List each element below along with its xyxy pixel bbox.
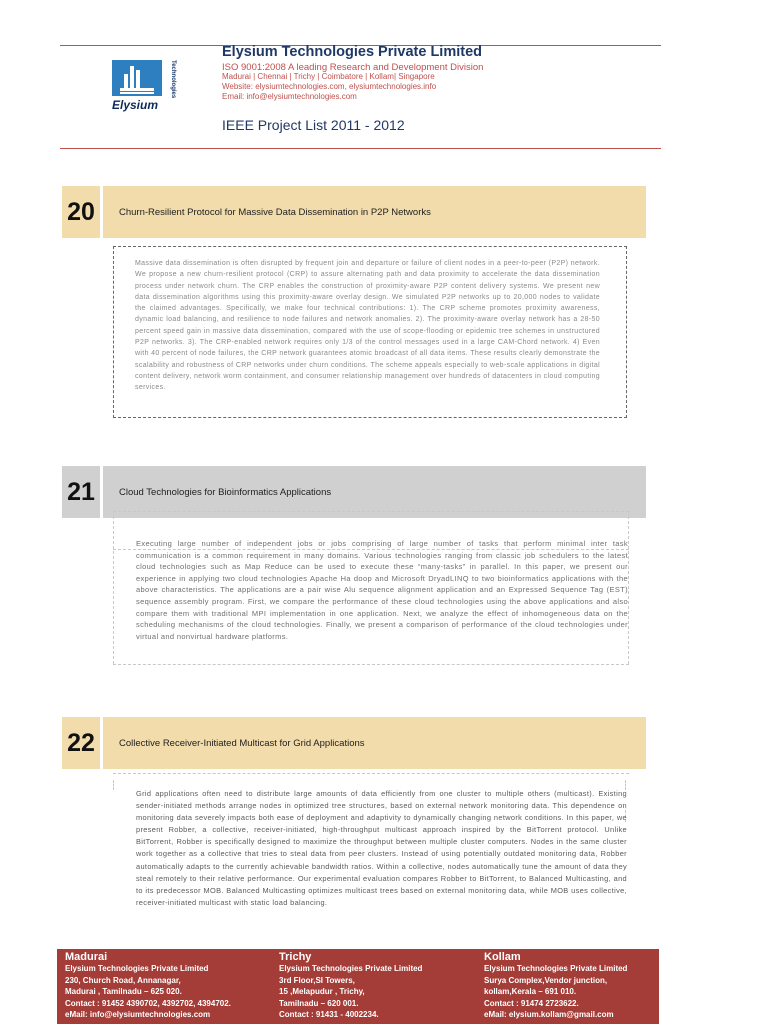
divider [113,780,114,790]
website-line[interactable]: Website: elysiumtechnologies.com, elysiumtechnologies.info [222,82,437,91]
footer-contact: Contact : 91474 2723622. [484,998,579,1008]
project-title-bar [103,717,646,769]
footer-city: Kollam [484,951,521,963]
iso-line: ISO 9001:2008 A leading Research and Development Division [222,62,484,73]
footer-contact: Contact : 91431 - 4002234. [279,1010,379,1019]
email-line[interactable]: Email: info@elysiumtechnologies.com [222,92,357,101]
divider [628,511,629,664]
divider [113,511,114,664]
company-logo [112,60,176,112]
footer-address: Tamilnadu – 620 001. [279,998,359,1008]
footer-address: 3rd Floor,SI Towers, [279,975,355,985]
footer-email[interactable]: eMail: info@elysiumtechnologies.com [65,1010,211,1019]
project-title: Cloud Technologies for Bioinformatics Applications [119,486,332,498]
footer-trichy [279,951,422,1021]
page-title: IEEE Project List 2011 - 2012 [222,117,405,133]
divider [113,511,629,512]
footer-madurai [65,951,231,1021]
project-title: Collective Receiver-Initiated Multicast for Grid Applications [119,737,365,749]
footer-address: kollam,Kerala – 691 010. [484,987,577,996]
cities-line: Madurai | Chennai | Trichy | Coimbatore | Kollam| Singapore [222,72,435,81]
footer-city: Madurai [65,951,108,963]
footer-address: 15 ,Melapudur , Trichy, [279,987,365,996]
company-name: Elysium Technologies Private Limited [222,44,482,60]
divider [113,773,629,774]
footer-company: Elysium Technologies Private Limited [279,964,423,973]
project-title-bar [103,186,646,238]
footer-company: Elysium Technologies Private Limited [65,964,209,973]
project-title: Churn-Resilient Protocol for Massive Data Dissemination in P2P Networks [119,206,431,218]
project-number: 20 [62,186,100,238]
footer-contacts [57,949,659,1024]
project-number: 21 [62,466,100,518]
project-abstract: Massive data dissemination is often disrupted by frequent join and departure or failure of client nodes in a peer-to-peer (P2P) network. We propose a new churn-resilient protocol (CRP) to assure alternating path and data proximity to accelerate the data dissemination process under network churn. The CRP enables the construction of proximity-aware P2P content delivery systems. We present new data dissemination algorithms using this proximity-aware overlay design. We simulated P2P networks up to 20,000 nodes to validate the claimed advantages. Specifically, we make four technical contributions: 1). The CRP scheme promotes proximity awareness, dynamic load balancing, and resilience to node failures and network anomalies. 2). The proximity-aware overlay network has a 28-50 percent speed gain in massive data dissemination, compared with the use of scope-flooding or epidemic tree schemes in unstructured P2P networks. 3). The CRP-enabled network requires only 1/3 of the control messages used in a large CAM-Chord network. 4) Even with 40 percent of node failures, the CRP network guarantees atomic broadcast of all data items. These results clearly demonstrate the scalability and robustness of CRP networks under churn conditions. The scheme appeals especially to web-scale applications in digital content delivery, network worm containment, and consumer relationship management over hundreds of datacenters in cloud computing services. [135,260,600,392]
logo-wordmark: Elysium [112,98,159,112]
footer-email[interactable]: eMail: elysium.kollam@gmail.com [484,1010,614,1019]
footer-company: Elysium Technologies Private Limited [484,964,628,973]
project-number: 22 [62,717,100,769]
footer-contact: Contact : 91452 4390702, 4392702, 4394702. [65,998,231,1008]
logo-building-icon [112,60,162,96]
logo-side-text: Technologies [170,60,176,99]
footer-address: Madurai , Tamilnadu – 625 020. [65,987,182,996]
divider [113,664,629,665]
footer-kollam [484,951,627,1021]
footer-address: Surya Complex,Vendor junction, [484,975,608,985]
project-abstract: Executing large number of independent jobs or jobs comprising of large number of tasks that perform minimal inter task communication is a common requirement in many domains. Various technologies ranging from classic job schedulers to the latest cloud technologies such as Map Reduce can be used to execute these “many-tasks” in parallel. In this paper, we present our experience in applying two cloud technologies Apache Ha doop and Microsoft DryadLINQ to two bioinformatics applications with the above characteristics. The applications are a pair wise Alu sequence alignment application and an Expressed Sequence Tag (EST) sequence assembly program. First, we compare the performance of these cloud technologies using the above applications and also compare them with traditional MPI implementation in one application. Next, we analyze the effect of inhomogeneous data on the scheduling mechanisms of the cloud technologies. Finally, we present a comparison of performance of the cloud technologies under virtual and nonvirtual hardware platforms. [136,539,628,641]
header-bottom-rule [60,148,661,149]
project-abstract: Grid applications often need to distribute large amounts of data efficiently from one cluster to multiple others (multicast). Existing sender-initiated methods arrange nodes in optimized tree structures, based on external network monitoring data. This dependence on monitoring data severely impacts both ease of deployment and adaptivity to dynamically changing network conditions. In this paper, we present Robber, a collective, receiver-initiated, high-throughput multicast approach inspired by the BitTorrent protocol. Unlike BitTorrent, Robber is specifically designed to maximize the throughput between multiple cluster computers. Nodes in the same cluster work together as a collective that tries to steal data from peer clusters. Instead of using potentially outdated monitoring data, Robber automatically adapts to the currently achievable bandwidth ratios. Within a collective, nodes automatically tune the amount of data they steal remotely to their relative performance. Our experimental evaluation compares Robber to BitTorrent, to Balanced Multicasting, and to its predecessor MOB. Balanced Multicasting optimizes multicast trees based on external monitoring data, while MOB uses collective, receiver-initiated multicast with static load balancing. [136,789,627,907]
footer-city: Trichy [279,951,312,963]
footer-address: 230, Church Road, Annanagar, [65,975,181,985]
